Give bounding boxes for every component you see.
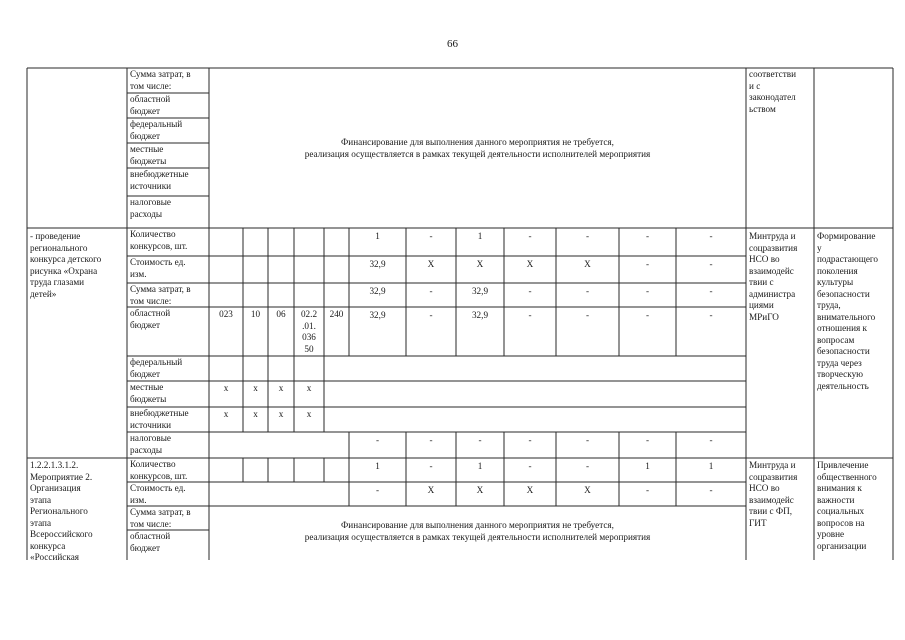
block1-financing-note: Финансирование для выполнения данного мероприятия не требуется, реализация осуществляется в рамках текущей деятельности исполнителей мероприятия <box>304 137 651 159</box>
block2-code-cell: x <box>223 409 229 419</box>
block2-row-label: Стоимость ед. изм. <box>130 257 186 279</box>
block3-value-cell: - <box>429 461 433 471</box>
block2-code-cell: 02.2 .01. 036 50 <box>300 309 318 354</box>
block2-value-cell: - <box>528 231 532 241</box>
block3-value-cell: X <box>584 485 591 495</box>
block2-result: Формирование у подрастающего поколения культуры безопасности труда, внимательного отношения к вопросам безопасности труда через творческую деятельность <box>817 231 879 391</box>
block1-row-label: внебюджетные источники <box>130 169 189 191</box>
block2-code-cell: x <box>253 383 258 393</box>
block3-result: Привлечение общественного внимания к важности социальных вопросов на уровне организации <box>817 460 877 551</box>
block3-row-label: Количество конкурсов, шт. <box>130 459 188 481</box>
block2-value-cell: - <box>528 286 532 296</box>
block2-value-cell: - <box>645 310 650 320</box>
block3-value-cell: X <box>427 485 435 495</box>
block2-code-cell: 06 <box>276 309 286 319</box>
block2-row-label: местные бюджеты <box>130 382 167 404</box>
block3-value-cell: 1 <box>645 461 650 471</box>
block2-value-cell: - <box>585 310 590 320</box>
block2-activity: - проведение регионального конкурса детского рисунка «Охрана труда глазами детей» <box>30 231 102 299</box>
block3-value-cell: 1 <box>477 461 483 471</box>
block2-value-cell: - <box>585 286 590 296</box>
block2-code-cell: x <box>223 383 229 393</box>
block2-value-cell: - <box>709 259 713 269</box>
block2-value-cell: X <box>476 259 484 269</box>
page-number: 66 <box>447 38 458 50</box>
block2-value-cell: - <box>585 231 590 241</box>
block3-financing-note: Финансирование для выполнения данного мероприятия не требуется, реализация осуществляется в рамках текущей деятельности исполнителей мероприятия <box>304 520 651 542</box>
block2-value-cell: - <box>709 435 713 445</box>
block2-code-cell: x <box>306 409 312 419</box>
block2-value-cell: 32,9 <box>369 286 386 296</box>
block2-value-cell: - <box>585 435 590 445</box>
block2-value-cell: 32,9 <box>471 310 489 320</box>
block2-value-cell: 32,9 <box>471 286 489 296</box>
block2-value-cell: 1 <box>375 231 380 241</box>
block3-row-label: Стоимость ед. изм. <box>130 483 186 505</box>
block2-row-label: налоговые расходы <box>130 433 171 455</box>
block3-executor: Минтруда и соцразвития НСО во взаимодейс твии с ФП, ГИТ <box>749 460 798 528</box>
block2-code-cell: 240 <box>329 309 344 319</box>
block2-row-label: федеральный бюджет <box>130 357 183 379</box>
block2-value-cell: - <box>645 259 650 269</box>
block3-value-cell: - <box>645 485 650 495</box>
block2-code-cell: 10 <box>250 309 261 319</box>
block2-code-cell: x <box>253 409 258 419</box>
block2-code-cell: x <box>306 383 312 393</box>
block2-value-cell: - <box>709 231 713 241</box>
block2-executor: Минтруда и соцразвития НСО во взаимодейс твии с администра циями МРиГО <box>749 231 798 322</box>
block2-row-label: Количество конкурсов, шт. <box>130 229 188 251</box>
block2-value-cell: - <box>429 286 433 296</box>
block1-executor: соответстви и с законодател ьством <box>749 69 796 114</box>
block3-value-cell: X <box>476 485 484 495</box>
block2-row-label: внебюджетные источники <box>130 408 189 430</box>
block1-row-label: налоговые расходы <box>130 197 171 219</box>
block2-value-cell: - <box>645 286 650 296</box>
block3-value-cell: - <box>528 461 532 471</box>
block2-value-cell: - <box>429 310 433 320</box>
block1-row-label: Сумма затрат, в том числе: <box>130 69 191 91</box>
block2-value-cell: - <box>429 231 433 241</box>
block2-value-cell: X <box>584 259 591 269</box>
block2-value-cell: 1 <box>477 231 483 241</box>
block3-value-cell: - <box>585 461 590 471</box>
block2-value-cell: - <box>478 435 482 445</box>
block2-value-cell: - <box>709 286 713 296</box>
block2-value-cell: - <box>375 435 380 445</box>
block2-value-cell: - <box>645 231 650 241</box>
block3-row-label: Сумма затрат, в том числе: <box>130 507 191 529</box>
block3-row-label: областной бюджет <box>130 531 171 553</box>
block2-value-cell: X <box>427 259 435 269</box>
block2-code-cell: x <box>278 409 284 419</box>
block1-row-label: местные бюджеты <box>130 144 167 166</box>
block3-value-cell: - <box>709 485 713 495</box>
block3-value-cell: 1 <box>708 461 714 471</box>
block2-value-cell: - <box>645 435 650 445</box>
block1-row-label: областной бюджет <box>130 94 171 116</box>
block2-value-cell: 32,9 <box>369 259 386 269</box>
block3-value-cell: - <box>375 485 380 495</box>
block2-value-cell: - <box>709 310 713 320</box>
block2-row-label: Сумма затрат, в том числе: <box>130 284 191 306</box>
block2-value-cell: X <box>526 259 534 269</box>
block2-row-label: областной бюджет <box>130 308 171 330</box>
block2-code-cell: x <box>278 383 284 393</box>
block2-value-cell: - <box>429 435 433 445</box>
block1-row-label: федеральный бюджет <box>130 119 183 141</box>
block2-value-cell: - <box>528 435 532 445</box>
block2-value-cell: 32,9 <box>369 310 386 320</box>
block3-value-cell: 1 <box>375 461 380 471</box>
block3-activity: 1.2.2.1.3.1.2. Мероприятие 2. Организация этапа Регионального этапа Всероссийского конкурса «Российская <box>30 460 93 562</box>
block2-code-cell: 023 <box>219 309 233 319</box>
block2-value-cell: - <box>528 310 532 320</box>
block3-value-cell: X <box>526 485 534 495</box>
